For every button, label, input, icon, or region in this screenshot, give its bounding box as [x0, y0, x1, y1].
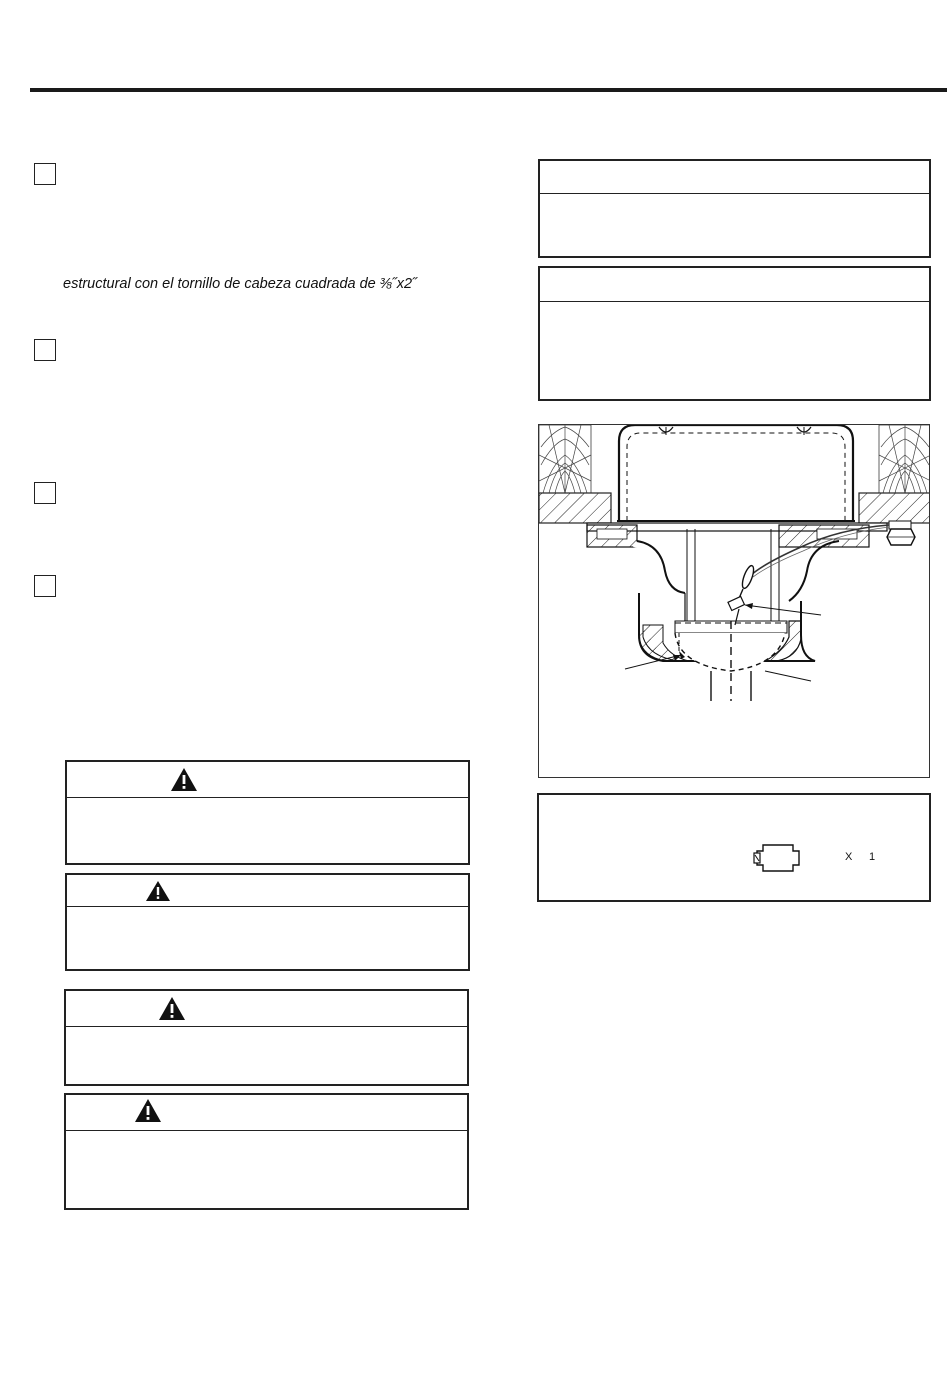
warning-box-2-header [67, 875, 468, 907]
warning-box-3 [64, 989, 469, 1086]
left-joist [539, 425, 591, 493]
ceiling-right [859, 493, 930, 523]
right-joist [879, 425, 930, 493]
notice-box-2 [538, 266, 931, 401]
notice-box-2-header [540, 268, 929, 302]
ball-joint [675, 633, 785, 671]
quantity-x: X [845, 851, 853, 863]
warning-box-1-header [67, 762, 468, 798]
notice-box-1 [538, 159, 931, 258]
ceiling-left [539, 493, 611, 523]
quantity-value: 1 [869, 851, 876, 863]
notice-box-1-header [540, 161, 929, 194]
warning-box-4 [64, 1093, 469, 1210]
secure-plate-icon [753, 843, 801, 873]
warning-triangle-icon [170, 767, 198, 792]
header-rule [30, 88, 947, 92]
warning-box-4-header [66, 1095, 467, 1131]
leader-line-3 [765, 671, 811, 681]
mounting-diagram [539, 425, 930, 778]
warning-box-1 [65, 760, 470, 865]
leader-line-1 [745, 605, 821, 615]
mounting-illustration [538, 424, 930, 778]
outlet-box [619, 425, 853, 521]
warning-box-2 [65, 873, 470, 971]
warning-triangle-icon [134, 1098, 162, 1123]
hardware-parts-box [537, 793, 931, 902]
step-3-box [34, 482, 56, 504]
step-1-text: estructural con el tornillo de cabeza cuadrada de ⅜˝x2˝ [63, 276, 417, 292]
warning-triangle-icon [145, 880, 171, 902]
warning-box-3-header [66, 991, 467, 1027]
warning-triangle-icon [158, 996, 186, 1021]
step-2-box [34, 339, 56, 361]
step-1-box [34, 163, 56, 185]
step-4-box [34, 575, 56, 597]
